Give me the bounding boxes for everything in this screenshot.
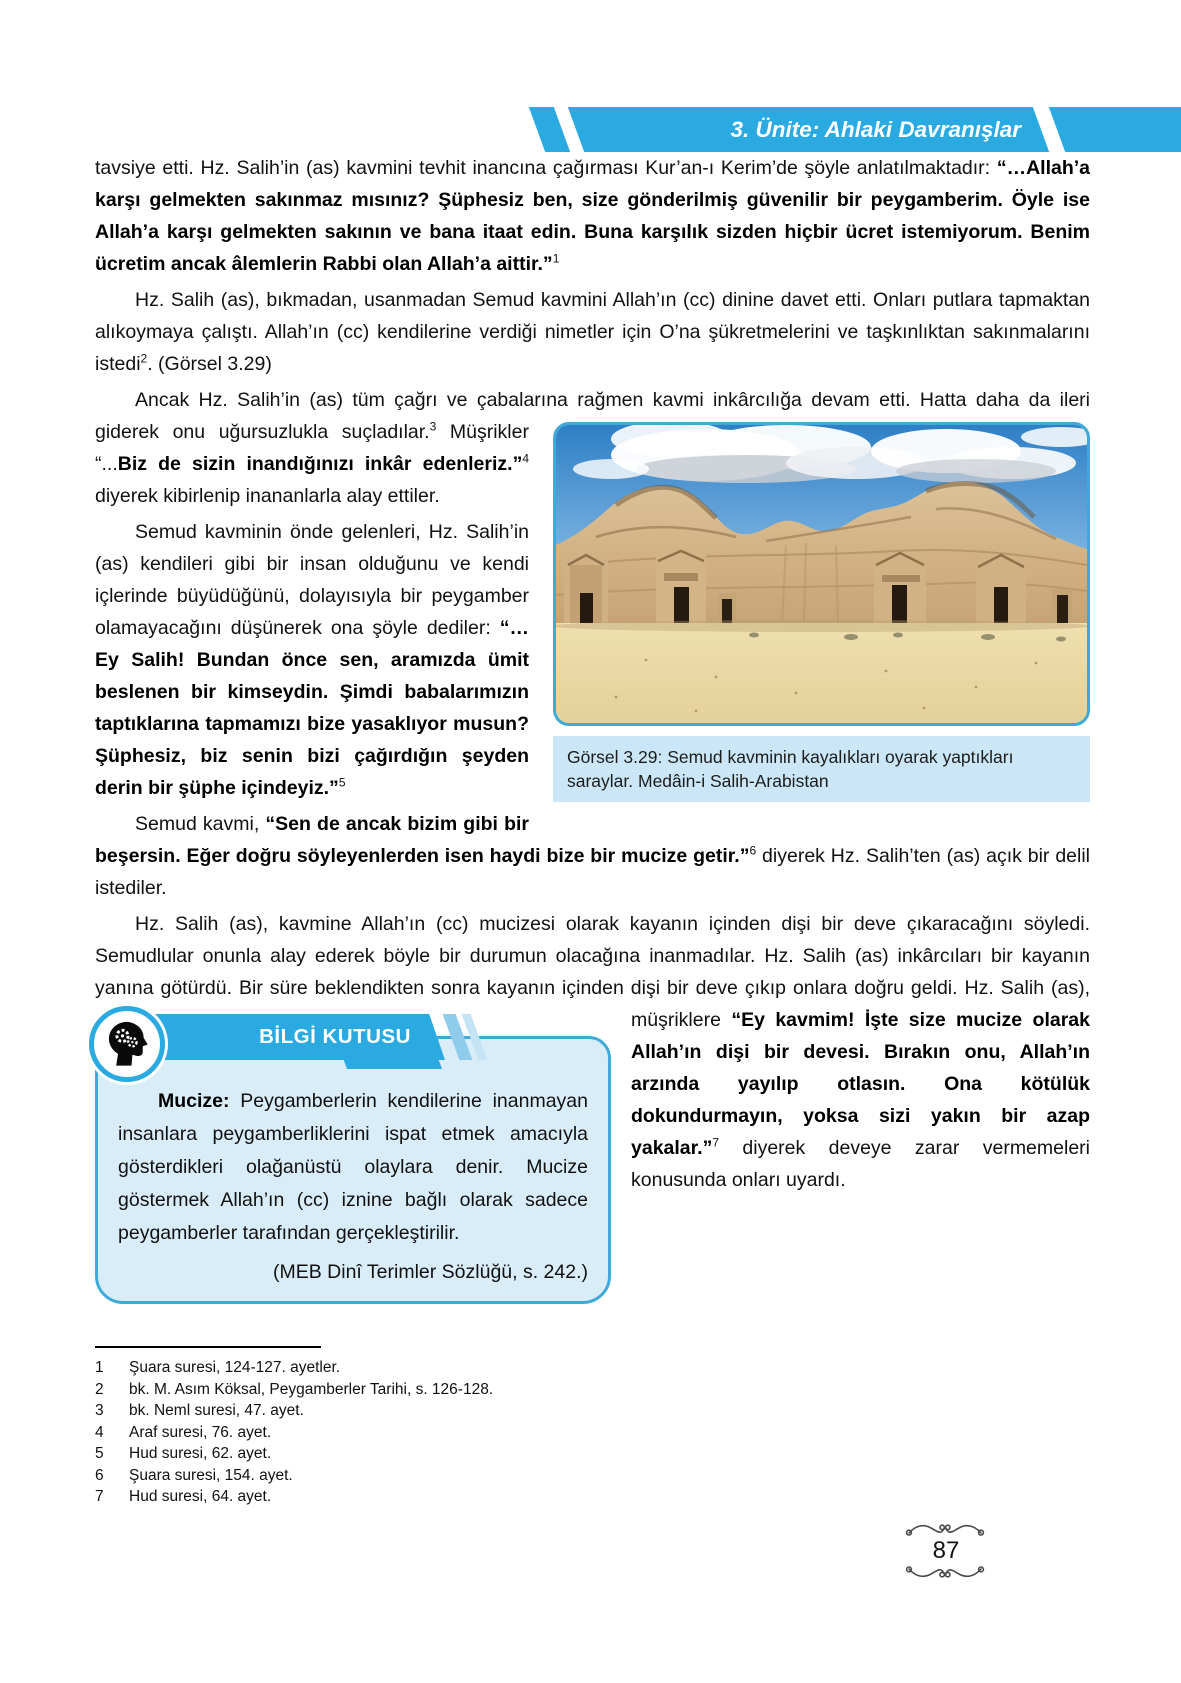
info-box <box>95 1014 611 1304</box>
paragraph-text: tavsiye etti. Hz. Salih’in (as) kavmini tevhit inancına çağırması Kur’an-ı Kerim’de şöyle anlatılmaktadır: “…Allah’a karşı gelmekten sakınmaz mısınız? Şüphesiz ben, size gönderilmiş güvenilir bir peygamberim. Öyle ise Allah’a karşı gelmekten sakının ve bana itaat edin. Buna karşılık sizden hiçbir ücret istemiyorum. Benim ücretim ancak âlemlerin Rabbi olan Allah’a aittir.”$^1$ <box>95 157 1090 275</box>
flourish-ornament <box>904 1520 988 1538</box>
paragraph-text: Ancak Hz. Salih’in (as) tüm çağrı ve çabalarına rağmen kavmi inkârcılığa devam etti. Hatta daha da <box>135 389 1060 411</box>
figure-3-29 <box>553 422 1090 802</box>
unit-header-band <box>0 107 1181 152</box>
figure-caption: Görsel 3.29: Semud kavminin kayalıkları oyarak yaptıkları saraylar. Medâin-i Salih-Arabistan <box>553 736 1090 802</box>
footnote-text: Hud suresi, 64. ayet. <box>129 1488 272 1505</box>
footnote-number: 4 <box>95 1423 104 1441</box>
footnote-text: Şuara suresi, 154. ayet. <box>129 1466 293 1484</box>
paragraph <box>95 152 1090 280</box>
paragraph-text: Semud kavmi, “Sen de ancak bizim gibi bir beşersin. Eğer doğru söyleyenlerden isen haydi bize bir mucize getir.”$^6$ diyerek Hz. Salih’ten (as) açık bir delil istediler. <box>95 813 1091 899</box>
footnote-number: 5 <box>95 1445 104 1462</box>
paragraph-text: doğru geldi. Hz. Salih (as), müşriklere “Ey kavmim! İşte size mucize olarak Allah’ın dişi bir devesi. Bırakın onu, Allah’ın arzında yayılıp otlasın. Ona kötülük dokundurmayın, yoksa sizi yakın bir azap yakalar.”$^7$ diyerek deveye zarar vermemeleri konusunda onları uyardı. <box>631 977 1090 1191</box>
paragraph <box>95 284 1090 380</box>
paragraph-text: Hz. Salih (as), bıkmadan, usanmadan Semud kavmini Allah’ın (cc) dinine davet etti. Onları putlara tapmaktan alıkoymaya çalıştı. Allah’ın (cc) kendilerine verdiği nimetler için O’na şükretmelerini ve taşkınlıktan sakınmalarını istedi$^2$. (Görsel 3.29) <box>95 289 1090 375</box>
info-box-source: (MEB Dinî Terimler Sözlüğü, s. 242.) <box>273 1261 588 1283</box>
paragraph <box>95 908 1090 1283</box>
footnote-text: Şuara suresi, 124-127. ayetler. <box>129 1359 341 1376</box>
band-decoration-left <box>529 107 570 152</box>
flourish-ornament <box>904 1564 988 1582</box>
footnote-text: bk. Neml suresi, 47. ayet. <box>129 1402 304 1419</box>
footnote-number: 1 <box>95 1359 104 1376</box>
info-box-title: BİLGİ KUTUSU <box>259 1025 411 1048</box>
page-number: 87 <box>932 1537 960 1564</box>
paragraph-text: Semud kavminin önde gelenleri, Hz. Salih’in (as) kendileri gibi bir insan olduğunu ve kendi içlerinde büyüdüğünü, dolayısıyla bir peygamber olamayacağını düşünerek ona şöyle dediler: “… Ey Salih! Bundan önce sen, aramızda ümit beslenen bir kimseydin. Şimdi babalarımızın taptıklarına tapmamızı bize yasaklıyor musun? Şüphesiz, biz senin bizi çağırdığın şeyden derin bir şüphe içindeyiz.”$^5$ <box>95 521 529 799</box>
footnote-item <box>95 1443 775 1465</box>
footnote-text: Hud suresi, 62. ayet. <box>129 1445 272 1462</box>
paragraph-text: Hz. Salih (as), kavmine Allah’ın (cc) mucizesi olarak kayanın içinden dişi bir deve çıkaracağını söyledi. Semudlular onunla alay ederek böyle bir durumun olacağına inanmadılar. Hz. Salih (as) inkârcıları bir kayanın yanına götürdü. Bir süre beklendikten sonra kayanın içinden dişi bir deve çıkıp onlara <box>95 913 1090 999</box>
footnote-number: 3 <box>95 1402 104 1419</box>
article-body <box>95 152 1090 1312</box>
info-box-text: Mucize: Peygamberlerin kendilerine inanmayan insanlara peygamberliklerini ispat etmek amacıyla gösterdikleri olağanüstü olaylara denir. Mucize göstermek Allah’ın (cc) iznine bağlı olarak sadece peygamberler tarafından gerçekleştirilir. <box>118 1090 588 1244</box>
paragraph <box>95 808 1090 904</box>
paragraph-text: ileri giderek onu uğursuzlukla suçladılar.$^3$ Müşrikler “...Biz de sizin inandığınızı inkâr edenleriz.”$^4$ diyerek kibirlenip inananlarla alay ettiler. <box>95 389 1090 507</box>
footnotes-list <box>95 1357 775 1508</box>
footnote-number: 6 <box>95 1466 104 1484</box>
figure-photo <box>553 422 1090 726</box>
footnote-item <box>95 1486 775 1508</box>
desert-rock-tombs-illustration <box>556 425 1087 723</box>
footnote-item <box>95 1379 775 1401</box>
footnote-item <box>95 1422 775 1444</box>
band-decoration-right <box>1049 107 1181 152</box>
info-box-body <box>95 1036 611 1304</box>
footnote-number: 7 <box>95 1488 104 1505</box>
footnote-text: bk. M. Asım Köksal, Peygamberler Tarihi, s. 126-128. <box>129 1380 494 1398</box>
footnotes-section <box>95 1346 775 1508</box>
footnote-item <box>95 1400 775 1422</box>
footnote-divider <box>95 1346 321 1348</box>
unit-title: 3. Ünite: Ahlaki Davranışlar <box>730 117 1021 142</box>
footnote-text: Araf suresi, 76. ayet. <box>129 1423 272 1441</box>
footnote-item <box>95 1357 775 1379</box>
footnote-item <box>95 1465 775 1487</box>
page-number-block <box>898 1520 994 1582</box>
thinking-head-icon <box>89 1006 165 1082</box>
footnote-number: 2 <box>95 1380 104 1398</box>
